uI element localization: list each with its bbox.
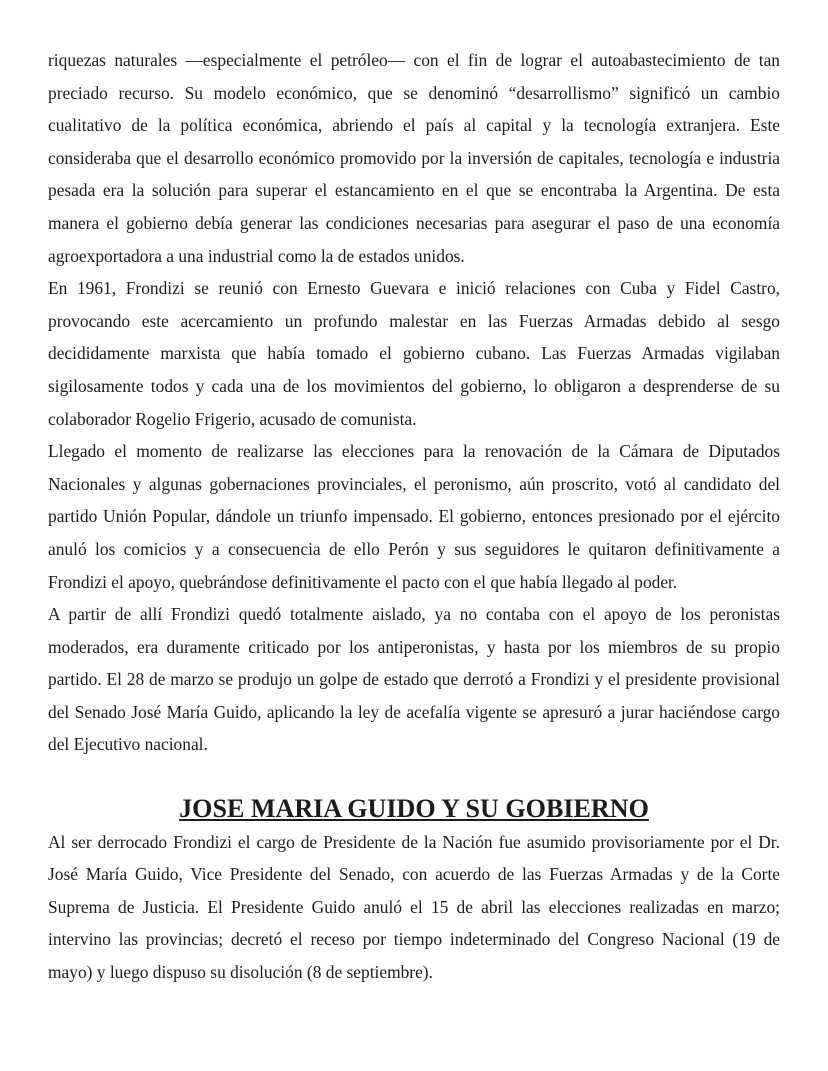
paragraph-cuba-relations: En 1961, Frondizi se reunió con Ernesto Guevara e inició relaciones con Cuba y Fidel Castro, provocando este acercamiento un profundo malestar en las Fuerzas Armadas debido al sesgo decididamente marxista que había tomado el gobierno cubano. Las Fuerzas Armadas vigilaban sigilosamente todos y cada una de los movimientos del gobierno, lo obligaron a desprenderse de su colaborador Rogelio Frigerio, acusado de comunista.: [48, 278, 780, 429]
section-heading: JOSE MARIA GUIDO Y SU GOBIERNO: [179, 794, 649, 824]
document-page: [48, 44, 780, 989]
paragraph-frondizi-isolated: A partir de allí Frondizi quedó totalmente aislado, ya no contaba con el apoyo de los peronistas moderados, era duramente criticado por los antiperonistas, y hasta por los miembros de su propio partido. El 28 de marzo se produjo un golpe de estado que derrotó a Frondizi y el presidente provisional del Senado José María Guido, aplicando la ley de acefalía vigente se apresuró a jurar haciéndose cargo del Ejecutivo nacional.: [48, 604, 780, 755]
paragraph-guido-government: Al ser derrocado Frondizi el cargo de Presidente de la Nación fue asumido provisoriamente por el Dr. José María Guido, Vice Presidente del Senado, con acuerdo de las Fuerzas Armadas y de la Corte Suprema de Justicia. El Presidente Guido anuló el 15 de abril las elecciones realizadas en marzo; intervino las provincias; decretó el receso por tiempo indeterminado del Congreso Nacional (19 de mayo) y luego dispuso su disolución (8 de septiembre).: [48, 831, 780, 983]
paragraph-desarrollismo: riquezas naturales —especialmente el petróleo— con el fin de lograr el autoabastecimiento de tan preciado recurso. Su modelo económico, que se denominó “desarrollismo” significó un cambio cualitativo de la política económica, abriendo el país al capital y la tecnología extranjera. Este consideraba que el desarrollo económico promovido por la inversión de capitales, tecnología e industria pesada era la solución para superar el estancamiento en el que se encontraba la Argentina. De esta manera el gobierno debía generar las condiciones necesarias para asegurar el paso de una economía agroexportadora a una industrial como la de estados unidos.: [48, 50, 780, 266]
section-spacer: [48, 761, 780, 793]
paragraph-elections: Llegado el momento de realizarse las elecciones para la renovación de la Cámara de Diputados Nacionales y algunas gobernaciones provinciales, el peronismo, aún proscrito, votó al candidato del partido Unión Popular, dándole un triunfo impensado. El gobierno, entonces presionado por el ejército anuló los comicios y a consecuencia de ello Perón y sus seguidores le quitaron definitivamente a Frondizi el apoyo, quebrándose definitivamente el pacto con el que había llegado al poder.: [48, 441, 780, 592]
